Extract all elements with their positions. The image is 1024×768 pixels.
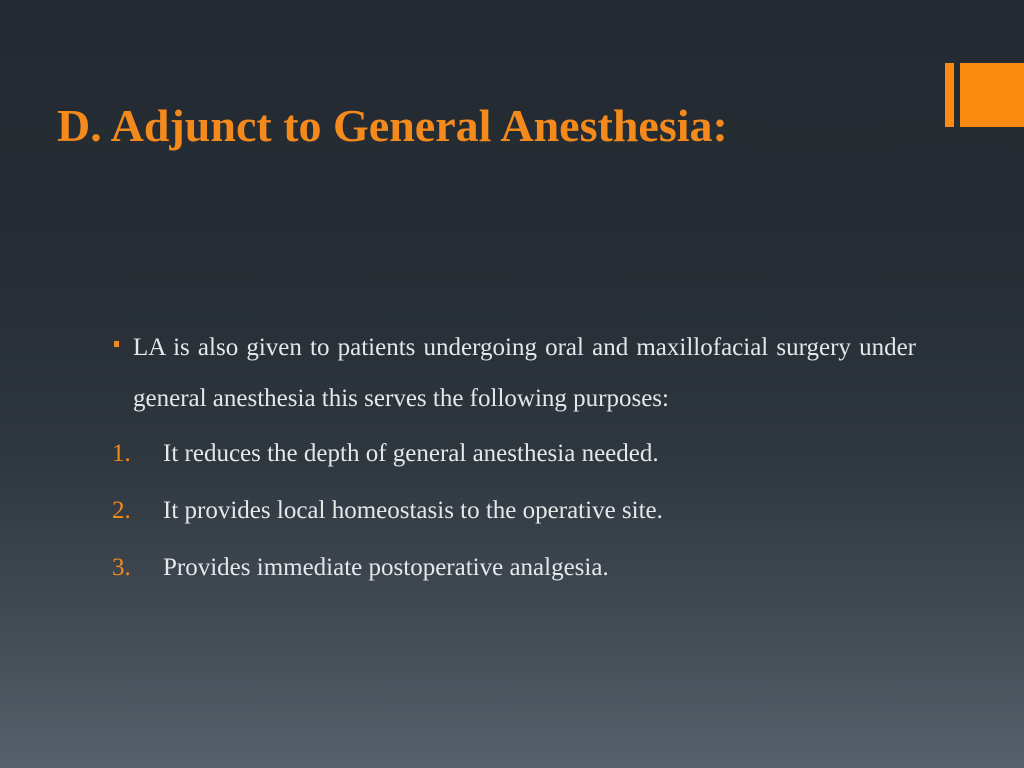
slide-title: D. Adjunct to General Anesthesia: bbox=[57, 100, 728, 151]
list-item-number: 3. bbox=[112, 554, 131, 581]
square-bullet-icon bbox=[114, 341, 119, 347]
accent-bar-decoration bbox=[945, 63, 954, 127]
list-item-number: 2. bbox=[112, 497, 131, 524]
list-item-text: It reduces the depth of general anesthesia needed. bbox=[163, 440, 659, 467]
bullet-paragraph bbox=[114, 322, 916, 424]
bullet-text: LA is also given to patients undergoing oral and maxillofacial surgery under general anesthesia this serves the following purposes: bbox=[133, 334, 916, 412]
list-item-number: 1. bbox=[112, 440, 131, 467]
list-item-text: It provides local homeostasis to the operative site. bbox=[163, 497, 663, 524]
list-item-text: Provides immediate postoperative analgesia. bbox=[163, 554, 609, 581]
accent-block-decoration bbox=[960, 63, 1024, 127]
